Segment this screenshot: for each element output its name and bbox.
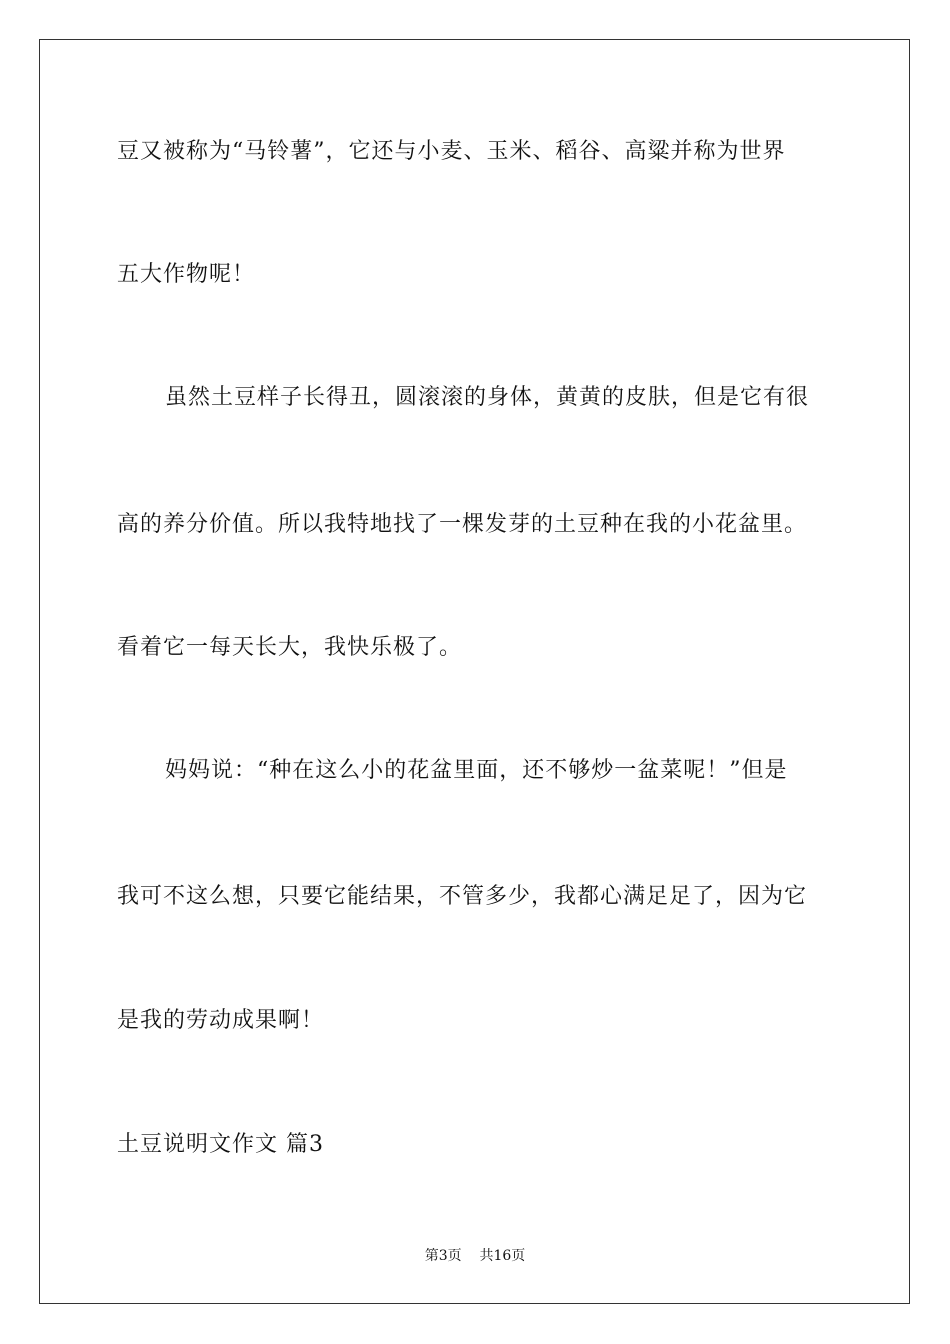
page-footer: [0, 1246, 950, 1266]
page-number: 第3页: [424, 1248, 462, 1264]
paragraph-line: 五大作物呢！: [117, 262, 256, 287]
paragraph-line: 虽然土豆样子长得丑，圆滚滚的身体，黄黄的皮肤，但是它有很: [165, 385, 810, 410]
paragraph-line: 妈妈说：“种在这么小的花盆里面，还不够炒一盆菜呢！”但是: [165, 758, 788, 783]
paragraph-line: 看着它一每天长大，我快乐极了。: [117, 635, 463, 660]
page-total: 共16页: [479, 1248, 526, 1264]
page-frame: [39, 39, 910, 1304]
paragraph-line: 高的养分价值。所以我特地找了一棵发芽的土豆种在我的小花盆里。: [117, 512, 808, 537]
section-heading: 土豆说明文作文 篇3: [117, 1132, 324, 1157]
paragraph-line: 我可不这么想，只要它能结果，不管多少，我都心满足足了，因为它: [117, 884, 808, 909]
paragraph-line: 豆又被称为“马铃薯”，它还与小麦、玉米、稻谷、高粱并称为世界: [117, 139, 786, 164]
paragraph-line: 是我的劳动成果啊！: [117, 1008, 325, 1033]
